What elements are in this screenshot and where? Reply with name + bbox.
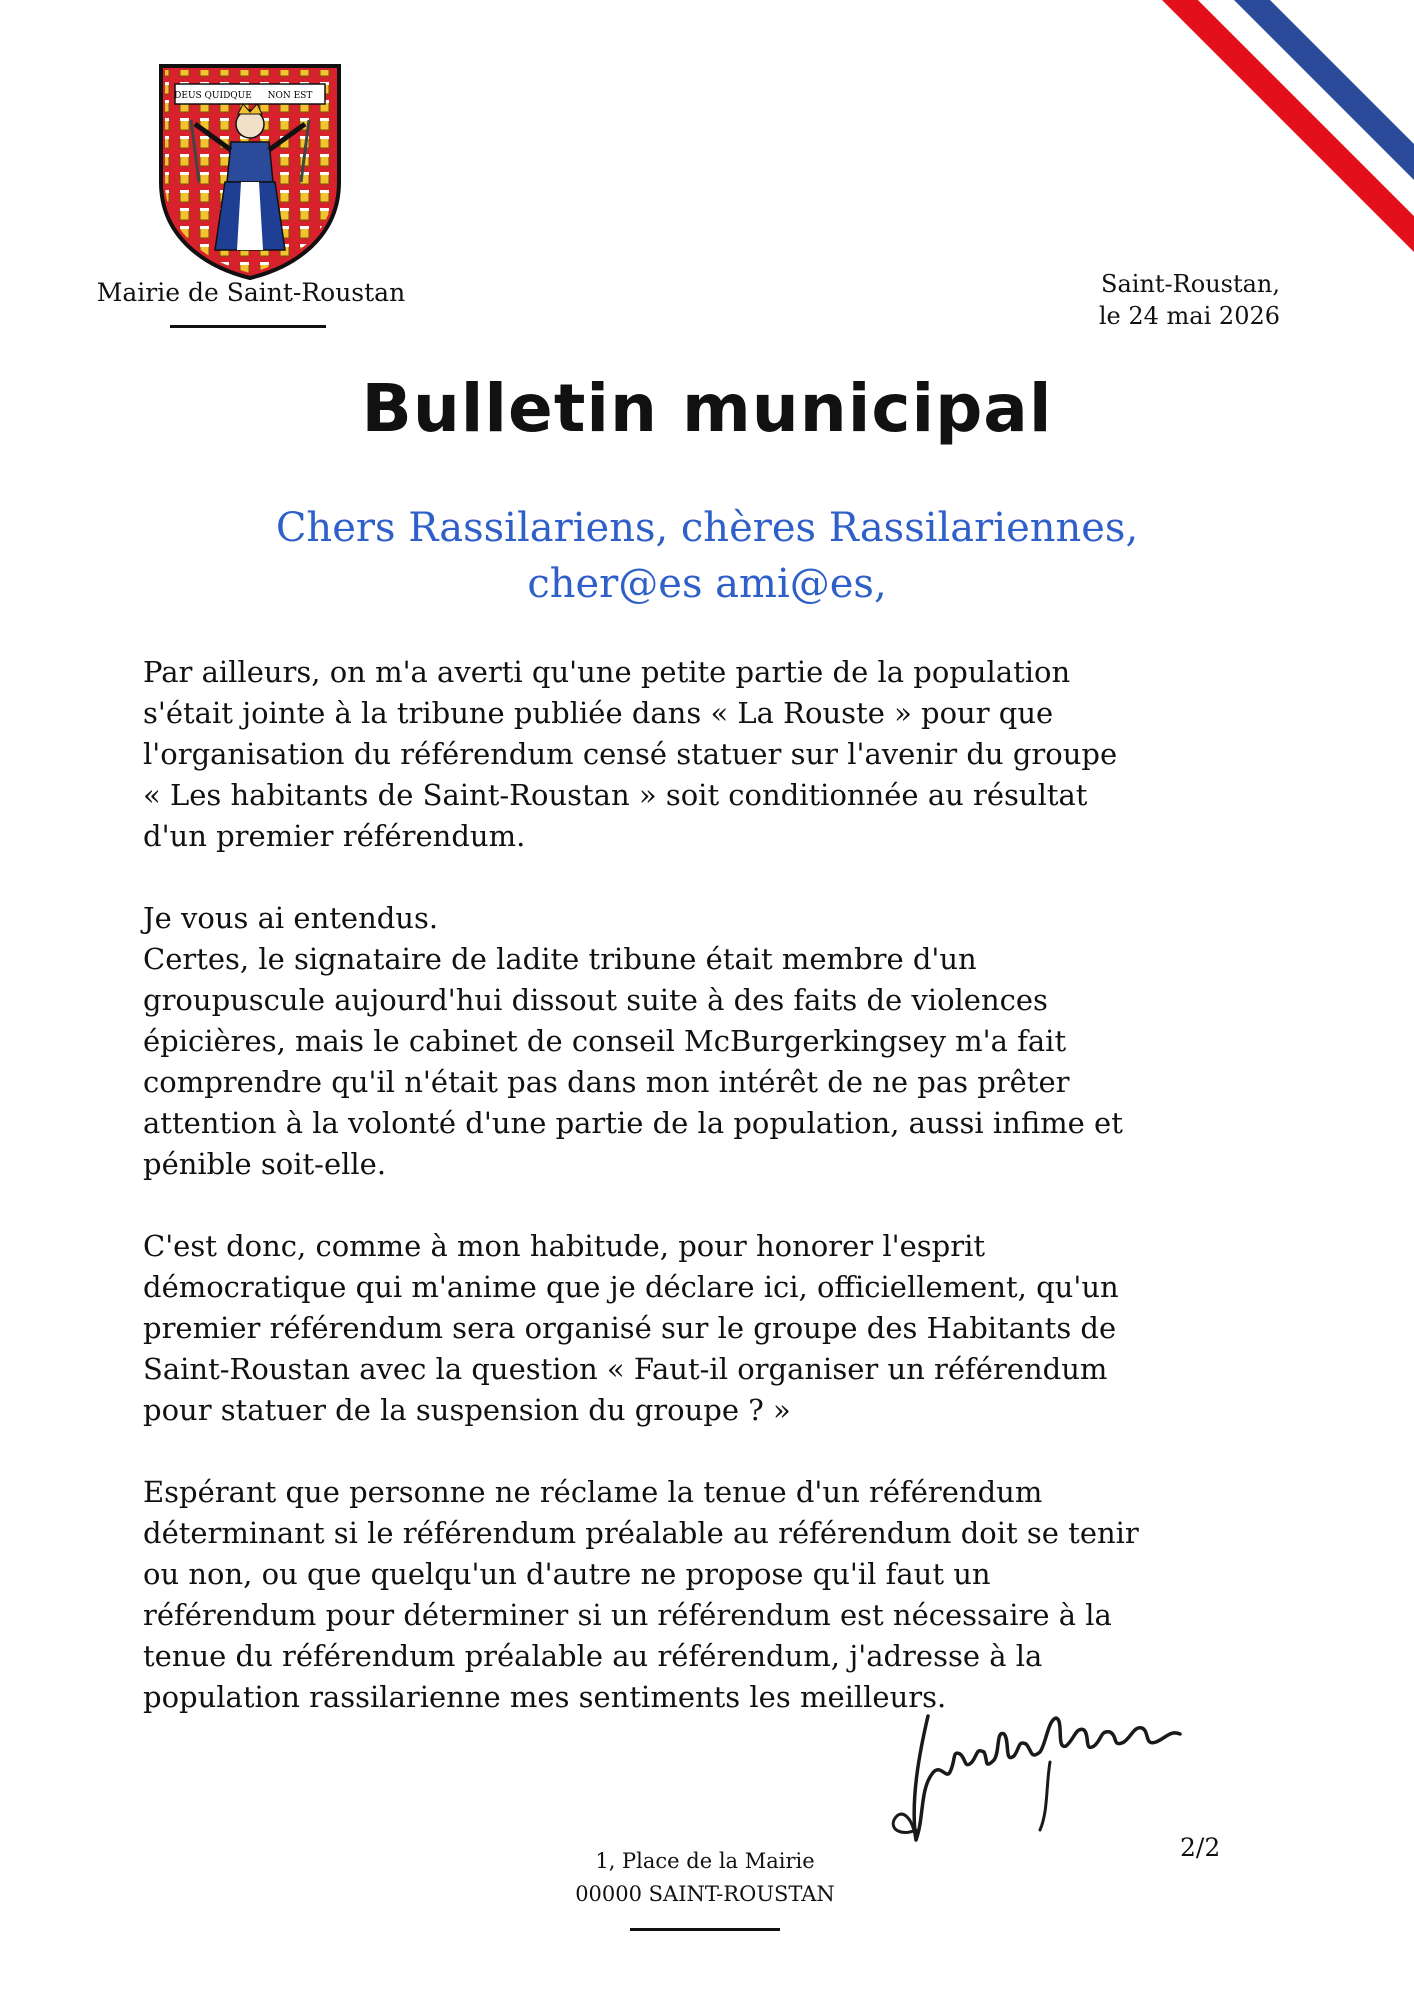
text-line: Par ailleurs, on m'a averti qu'une petite partie de la population [143,655,1071,689]
divider [630,1928,780,1931]
text-line: tenue du référendum préalable au référendum, j'adresse à la [143,1639,1043,1673]
text-line: s'était jointe à la tribune publiée dans « La Rouste » pour que [143,696,1054,730]
coat-of-arms-logo [155,62,345,282]
text-line: attention à la volonté d'une partie de la population, aussi infime et [143,1106,1123,1140]
text-line: déterminant si le référendum préalable au référendum doit se tenir [143,1516,1139,1550]
paragraph [143,652,1303,857]
text-line: pénible soit-elle. [143,1147,387,1181]
date-place: Saint-Roustan, [1101,270,1280,298]
salutation [0,500,1414,612]
page-number: 2/2 [1180,1833,1221,1862]
text-line: Je vous ai entendus. [143,901,439,935]
salutation-line: Chers Rassilariens, chères Rassilariennes, [275,505,1139,551]
date-value: le 24 mai 2026 [1098,302,1280,330]
text-line: Espérant que personne ne réclame la tenue d'un référendum [143,1475,1043,1509]
address-city: 00000 SAINT-ROUSTAN [575,1882,835,1906]
mairie-label: Mairie de Saint-Roustan [96,278,406,307]
text-line: démocratique qui m'anime que je déclare ici, officiellement, qu'un [143,1270,1119,1304]
text-line: pour statuer de la suspension du groupe ? » [143,1393,791,1427]
crest-motto-left: DEUS QUIDQUE [174,91,252,101]
paragraph [143,1226,1303,1431]
text-line: Saint-Roustan avec la question « Faut-il organiser un référendum [143,1352,1108,1386]
text-line: population rassilarienne mes sentiments les meilleurs. [143,1680,947,1714]
text-line: comprendre qu'il n'était pas dans mon intérêt de ne pas prêter [143,1065,1070,1099]
text-line: premier référendum sera organisé sur le groupe des Habitants de [143,1311,1117,1345]
text-line: l'organisation du référendum censé statuer sur l'avenir du groupe [143,737,1118,771]
text-line: « Les habitants de Saint-Roustan » soit conditionnée au résultat [143,778,1088,812]
handwritten-signature [880,1690,1200,1860]
crest-motto-right: NON EST [267,91,313,101]
mairie-address [540,1845,870,1911]
text-line: C'est donc, comme à mon habitude, pour honorer l'esprit [143,1229,986,1263]
text-line: d'un premier référendum. [143,819,526,853]
text-line: épicières, mais le cabinet de conseil McBurgerkingsey m'a fait [143,1024,1067,1058]
paragraph [143,898,1303,1185]
divider [170,325,326,328]
text-line: ou non, ou que quelqu'un d'autre ne propose qu'il faut un [143,1557,991,1591]
letter-body [143,652,1303,1759]
paragraph [143,1472,1303,1718]
address-street: 1, Place de la Mairie [595,1849,815,1873]
salutation-line: cher@es ami@es, [527,561,887,607]
text-line: Certes, le signataire de ladite tribune était membre d'un [143,942,977,976]
text-line: groupuscule aujourd'hui dissout suite à des faits de violences [143,983,1048,1017]
page-title: Bulletin municipal [361,370,1053,447]
text-line: référendum pour déterminer si un référendum est nécessaire à la [143,1598,1112,1632]
date-block [1099,268,1280,332]
